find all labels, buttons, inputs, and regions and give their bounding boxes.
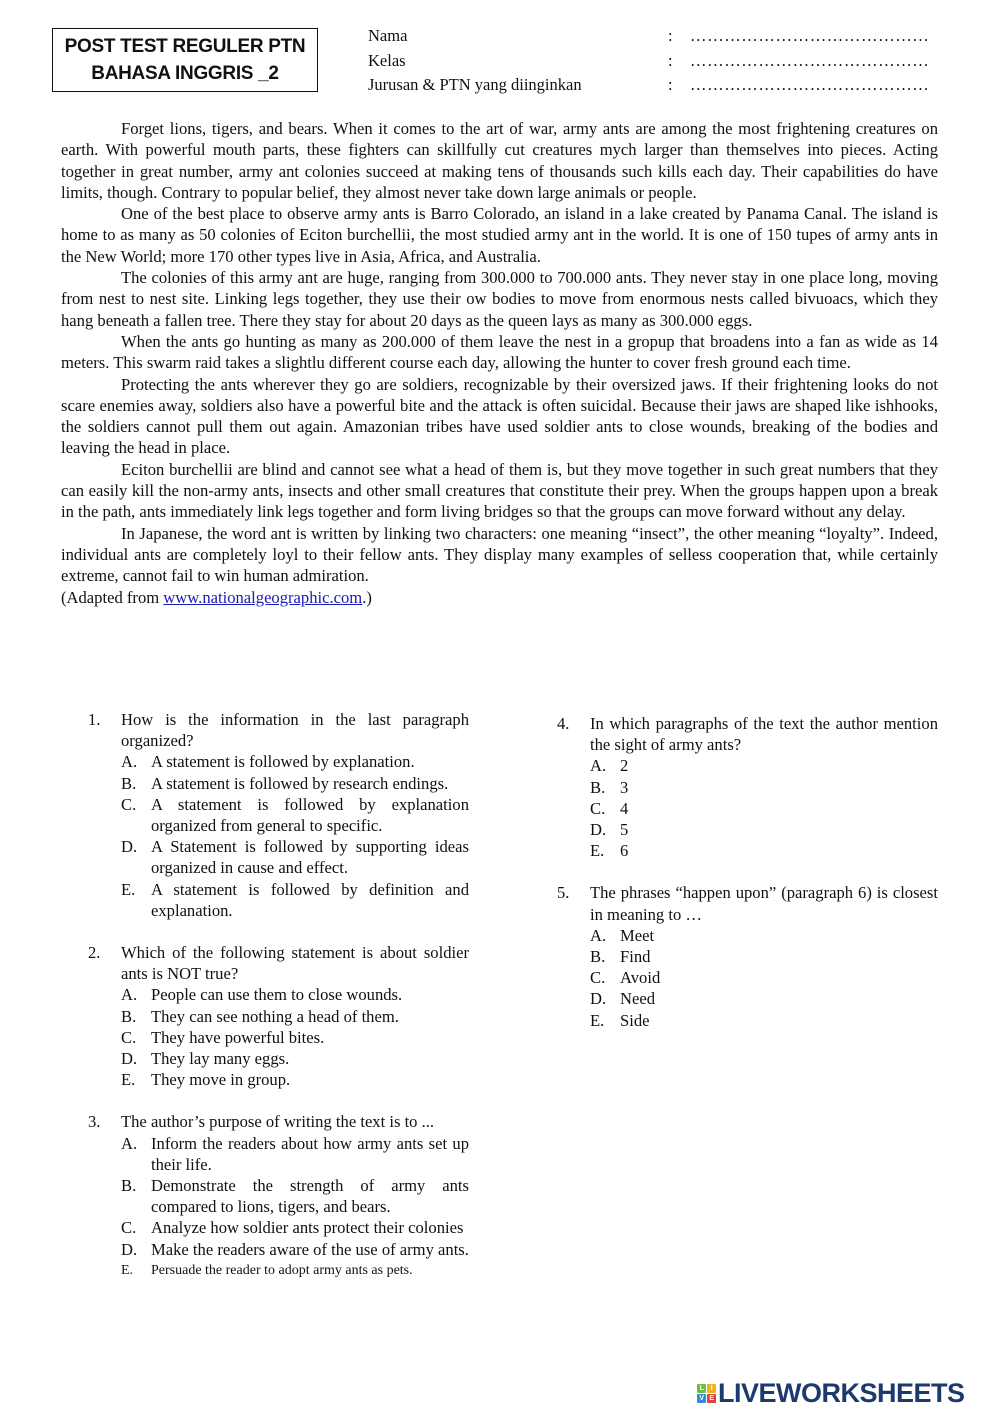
- option-c[interactable]: [121, 1217, 469, 1238]
- tile-l: L: [697, 1384, 706, 1393]
- question-text: In which paragraphs of the text the author mention the sight of army ants?: [590, 714, 938, 755]
- option-c[interactable]: [121, 794, 469, 836]
- option-letter: E.: [121, 1070, 136, 1090]
- question-4: [557, 713, 938, 861]
- worksheet-title-box: [52, 28, 318, 92]
- option-text: People can use them to close wounds.: [151, 985, 403, 1005]
- source-link[interactable]: www.nationalgeographic.com: [163, 587, 363, 607]
- option-letter: C.: [121, 1218, 137, 1238]
- major-colon: :: [668, 75, 673, 94]
- major-field[interactable]: ……………………………………: [690, 75, 930, 94]
- option-letter: D.: [121, 1049, 138, 1069]
- tile-i: I: [707, 1384, 716, 1393]
- option-d[interactable]: [121, 1239, 469, 1260]
- option-d[interactable]: [121, 1048, 469, 1069]
- source-suffix: .): [362, 587, 372, 607]
- option-text: They have powerful bites.: [151, 1027, 325, 1047]
- option-letter: C.: [121, 1027, 137, 1047]
- option-text: A Statement is followed by supporting ideas organized in cause and effect.: [151, 837, 469, 878]
- paragraph-1: Forget lions, tigers, and bears. When it comes to the art of war, army ants are among the most frightening creatures on earth. With powerful mouth parts, these fighters can skillfully cut creatures mych larger than themselves into pieces. Acting together in great number, army ant colonies succeed at making tens of thousands such kills each day. Their capabilities do have limits, though. Contrary to popular belief, they almost never take down large animals or people.: [61, 119, 938, 202]
- option-text: 2: [620, 756, 629, 776]
- option-text: Demonstrate the strength of army ants compared to lions, tigers, and bears.: [151, 1176, 469, 1217]
- question-number: 3.: [88, 1112, 101, 1132]
- option-b[interactable]: [590, 777, 938, 798]
- option-text: Make the readers aware of the use of army ants.: [151, 1239, 469, 1259]
- option-text: Meet: [620, 925, 655, 945]
- question-text: The phrases “happen upon” (paragraph 6) is closest in meaning to …: [590, 883, 938, 924]
- name-field-row: [368, 24, 958, 49]
- title-line-1: POST TEST REGULER PTN: [64, 36, 306, 57]
- option-text: A statement is followed by explanation organized from general to specific.: [151, 794, 469, 836]
- option-text: They move in group.: [151, 1070, 291, 1090]
- option-letter: A.: [121, 985, 138, 1005]
- option-text: They can see nothing a head of them.: [151, 1006, 399, 1026]
- option-e[interactable]: [121, 1069, 469, 1090]
- option-letter: B.: [590, 777, 606, 797]
- option-text: A statement is followed by definition and explanation.: [151, 879, 469, 920]
- option-letter: C.: [590, 798, 606, 818]
- student-identity-fields: [368, 24, 958, 98]
- title-line-2: BAHASA INGGRIS _2: [91, 63, 279, 84]
- paragraph-7: In Japanese, the word ant is written by linking two characters: one meaning “insect”, the other meaning “loyalty”. Indeed, individual ants are completely loyl to their fellow ants. They display many examples of selless cooperation that, while certainly extreme, cannot fail to win human admiration.: [61, 523, 938, 586]
- question-5: [557, 882, 938, 1030]
- tile-e: E: [707, 1394, 716, 1403]
- option-text: Avoid: [620, 968, 661, 988]
- question-text: The author’s purpose of writing the text is to ...: [121, 1112, 435, 1132]
- option-text: Persuade the reader to adopt army ants as pets.: [151, 1262, 413, 1278]
- option-letter: E.: [590, 841, 605, 861]
- option-a[interactable]: [590, 925, 938, 946]
- question-1: [88, 709, 469, 921]
- option-e[interactable]: [121, 879, 469, 921]
- option-b[interactable]: [121, 1175, 469, 1217]
- option-letter: B.: [121, 773, 137, 793]
- option-letter: B.: [590, 947, 606, 967]
- option-letter: D.: [590, 989, 607, 1009]
- option-letter: B.: [121, 1006, 137, 1026]
- option-text: Inform the readers about how army ants set up their life.: [151, 1133, 469, 1174]
- option-text: They lay many eggs.: [151, 1049, 290, 1069]
- option-a[interactable]: [121, 984, 469, 1005]
- option-d[interactable]: [121, 836, 469, 878]
- option-c[interactable]: [121, 1027, 469, 1048]
- source-prefix: (Adapted from: [61, 587, 164, 607]
- question-text: Which of the following statement is about soldier ants is NOT true?: [121, 943, 469, 984]
- option-text: Side: [620, 1010, 650, 1030]
- option-c[interactable]: [590, 967, 938, 988]
- option-d[interactable]: [590, 819, 938, 840]
- option-b[interactable]: [590, 946, 938, 967]
- option-text: 5: [620, 820, 629, 840]
- option-e[interactable]: [590, 1010, 938, 1031]
- live-tiles-icon: [697, 1384, 716, 1403]
- option-letter: A.: [121, 1133, 138, 1153]
- question-number: 2.: [88, 943, 101, 963]
- option-a[interactable]: [121, 1133, 469, 1175]
- source-citation: [61, 587, 938, 608]
- option-b[interactable]: [121, 773, 469, 794]
- option-a[interactable]: [590, 755, 938, 776]
- class-colon: :: [668, 50, 673, 70]
- option-e[interactable]: [121, 1260, 469, 1281]
- option-letter: A.: [590, 925, 607, 945]
- question-number: 1.: [88, 710, 101, 729]
- option-text: Need: [620, 989, 656, 1009]
- class-field[interactable]: ……………………………………: [690, 50, 930, 70]
- liveworksheets-logo: [697, 1378, 965, 1409]
- question-number: 5.: [557, 883, 570, 903]
- paragraph-5: Protecting the ants wherever they go are soldiers, recognizable by their oversized jaws. If their frightening looks do not scare enemies away, soldiers also have a powerful bite and the attack is often suicidal. Because their jaws are shaped like ishhooks, the soldiers cannot pull them out again. Amazonian tribes have used soldier ants to close wounds, breaking of the bodies and leaving the head in place.: [61, 374, 938, 458]
- option-text: A statement is followed by explanation.: [151, 752, 415, 772]
- question-3: [88, 1111, 469, 1281]
- option-text: 6: [620, 841, 629, 861]
- option-e[interactable]: [590, 840, 938, 861]
- question-2: [88, 942, 469, 1090]
- question-number: 4.: [557, 714, 570, 733]
- paragraph-6: Eciton burchellii are blind and cannot see what a head of them is, but they move together in such great numbers that they can easily kill the non-army ants, insects and other small creatures that constitute their prey. When the groups happen upon a break in the path, ants immediately link legs together and form living bridges so that the groups can move forward without any delay.: [61, 459, 938, 522]
- option-text: 3: [620, 777, 629, 797]
- option-letter: B.: [121, 1176, 137, 1196]
- option-b[interactable]: [121, 1006, 469, 1027]
- option-letter: D.: [590, 820, 607, 840]
- questions-right-column: [557, 713, 938, 1052]
- name-label: Nama: [368, 26, 408, 45]
- option-letter: A.: [590, 756, 607, 776]
- option-letter: E.: [121, 1262, 134, 1278]
- class-field-row: [368, 49, 958, 74]
- option-text: Find: [620, 947, 651, 967]
- option-letter: C.: [121, 794, 137, 814]
- paragraph-3: The colonies of this army ant are huge, ranging from 300.000 to 700.000 ants. They never stay in one place long, moving from nest to nest site. Linking legs together, they use their ow bodies to move from enormous nests called bivuoacs, which they hang beneath a fallen tree. There they stay for about 20 days as the queen lays as many as 300.000 eggs.: [61, 268, 938, 330]
- option-d[interactable]: [590, 988, 938, 1009]
- question-text: How is the information in the last paragraph organized?: [121, 710, 469, 751]
- option-letter: E.: [121, 879, 136, 899]
- paragraph-2: One of the best place to observe army ants is Barro Colorado, an island in a lake created by Panama Canal. The island is home to as many as 50 colonies of Eciton burchellii, the most studied army ant in the world. It is one of 150 tupes of army ants in the New World; more 170 other types live in Asia, Africa, and Australia.: [61, 204, 938, 266]
- option-text: Analyze how soldier ants protect their colonies: [151, 1218, 464, 1238]
- option-a[interactable]: [121, 751, 469, 772]
- option-c[interactable]: [590, 798, 938, 819]
- logo-text: LIVEWORKSHEETS: [718, 1378, 965, 1408]
- reading-passage: [61, 118, 938, 608]
- major-label: Jurusan & PTN yang diinginkan: [368, 75, 582, 94]
- option-letter: C.: [590, 968, 606, 988]
- major-field-row: [368, 73, 958, 98]
- option-letter: D.: [121, 837, 138, 857]
- option-letter: E.: [590, 1010, 605, 1030]
- option-letter: D.: [121, 1239, 138, 1259]
- class-label: Kelas: [368, 50, 406, 70]
- option-text: 4: [620, 798, 629, 818]
- option-letter: A.: [121, 752, 138, 772]
- paragraph-4: When the ants go hunting as many as 200.000 of them leave the nest in a gropup that broadens into a fan as wide as 14 meters. This swarm raid takes a slightlu different course each day, allowing the hunter to cover fresh ground each time.: [61, 331, 938, 373]
- tile-v: V: [697, 1394, 706, 1403]
- name-field[interactable]: ……………………………………: [690, 26, 930, 45]
- name-colon: :: [668, 26, 673, 45]
- option-text: A statement is followed by research endings.: [151, 773, 449, 793]
- questions-left-column: [88, 709, 469, 1302]
